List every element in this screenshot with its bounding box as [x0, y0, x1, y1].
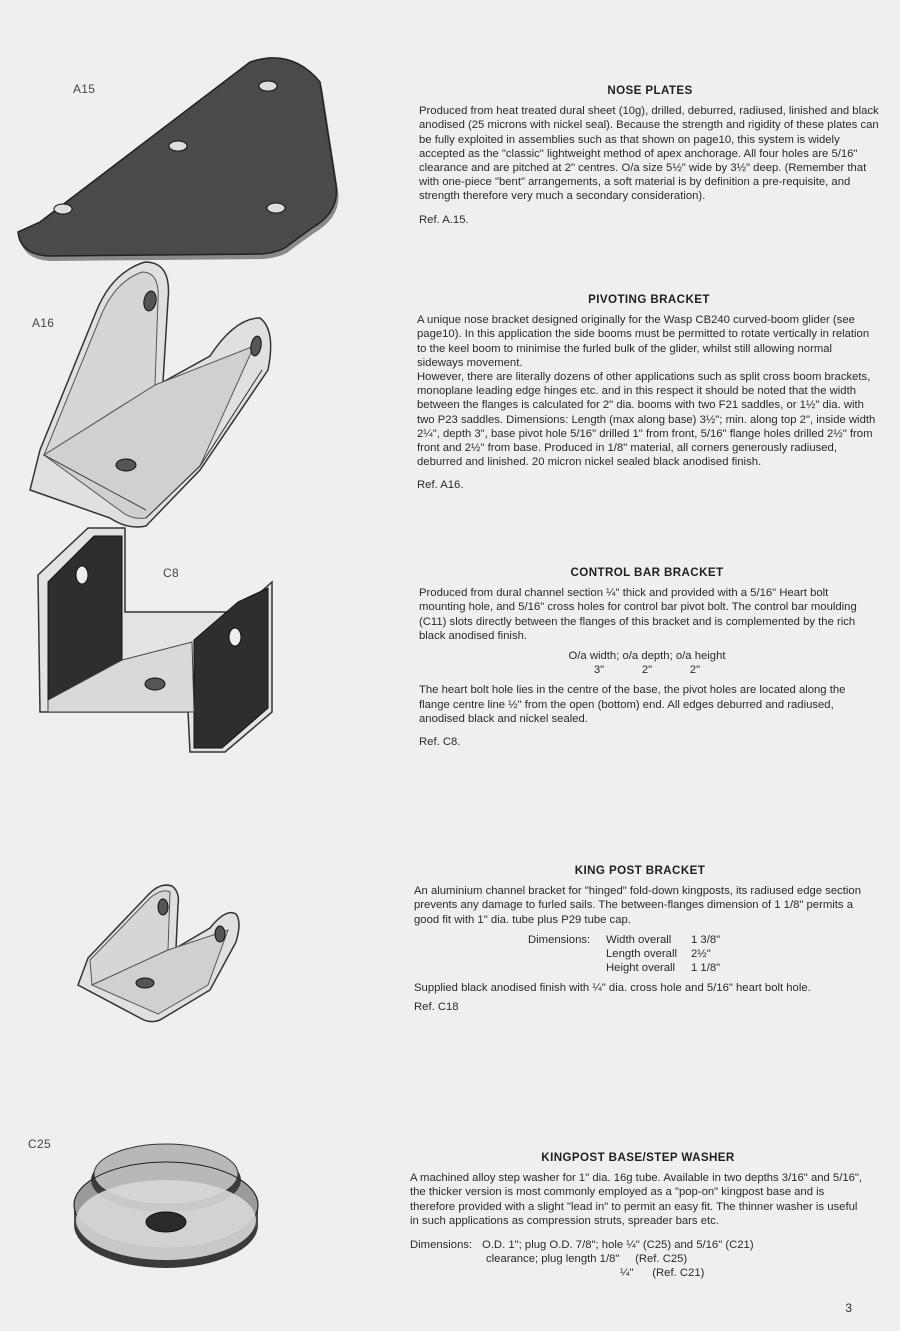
dimension-name: Length overall	[606, 948, 677, 961]
dimension-name: Width overall	[606, 933, 672, 946]
dimension-name: Height overall	[606, 962, 676, 975]
kingpost-base-section	[410, 1151, 866, 1281]
figure-label-c8: C8	[163, 566, 179, 580]
dimensions-block	[410, 1238, 866, 1281]
figure-label-c25: C25	[28, 1137, 51, 1151]
dimensions-values: 3" 2" 2"	[593, 664, 701, 677]
section-body: A unique nose bracket designed originally for the Wasp CB240 curved-boom glider (see page10). In this application the side booms must be permitted to rotate vertically in relation to the keel boom to minimise the furled bulk of the glider, whilst still allowing normal sideways movement. However, there are literally dozens of other applications such as split cross boom brackets, monoplane leading edge hinges etc. and in this respect it should be noted that the width between the flanges is calculated for 2" dia. booms with two F21 saddles, or 1½" dia. with two P23 saddles. Dimensions: Length (max along base) 3½"; min. along top 2", inside width 2¼", depth 3", base pivot hole 5/16" drilled 1" from front, 5/16" flange holes drilled 2½" from front and 2½" from base. Produced in 1/8" material, all corners generously radiused, deburred and linished. 20 micron nickel sealed black anodised finish.	[417, 314, 876, 469]
section-body-2: The heart bolt hole lies in the centre of the base, the pivot holes are located along the flange centre line ½" from the open (bottom) end. All edges deburred and radiused, anodised black and nickel sealed.	[419, 684, 846, 725]
section-title: PIVOTING BRACKET	[588, 293, 710, 306]
dimension-value: 2½"	[690, 948, 711, 961]
section-title: NOSE PLATES	[607, 84, 693, 97]
king-post-bracket-section	[414, 864, 866, 1014]
section-body: Produced from dural channel section ¼" thick and provided with a 5/16" Heart bolt mounting hole, and 5/16" cross holes for control bar pivot bolt. The control bar moulding (C11) slots directly between the flanges of this bracket and is complemented by the rich black anodised finish.	[419, 587, 857, 642]
control-bar-bracket-section	[419, 566, 875, 749]
section-ref: Ref. C18	[414, 1000, 459, 1013]
dimensions-label: Dimensions:	[410, 1239, 473, 1252]
step-washer-illustration	[74, 1144, 258, 1268]
dimensions-values	[677, 933, 720, 976]
king-post-bracket-illustration	[78, 885, 239, 1022]
dimension-value: 1 1/8"	[690, 962, 721, 975]
section-title: CONTROL BAR BRACKET	[570, 566, 724, 579]
section-title: KINGPOST BASE/STEP WASHER	[541, 1151, 735, 1164]
dimensions-line: O.D. 1"; plug O.D. 7/8"; hole ¼" (C25) and 5/16" (C21)	[482, 1239, 754, 1252]
nose-plates-section	[419, 84, 881, 227]
figure-label-a16: A16	[32, 316, 55, 330]
section-ref: Ref. C8.	[419, 736, 461, 749]
pivoting-bracket-illustration	[30, 262, 271, 527]
section-body: A machined alloy step washer for 1" dia. 16g tube. Available in two depths 3/16" and 5/16", the thicker version is most commonly employed as a "pop-on" kingpost base and is therefore provided with a slight "lead in" to permit an easy fit. The thinner washer is useful in such applications as compression struts, spreader bars etc.	[410, 1172, 863, 1227]
page-number: 3	[845, 1301, 852, 1315]
dimensions-line: clearance; plug length 1/8" (Ref. C25)	[486, 1253, 688, 1266]
dimensions-label: Dimensions:	[528, 933, 591, 946]
nose-plate-illustration	[18, 58, 339, 261]
pivoting-bracket-section	[417, 293, 881, 493]
dimensions-header: O/a width; o/a depth; o/a height	[568, 650, 726, 663]
section-ref: Ref. A16.	[417, 479, 464, 492]
dimensions-line: ¼" (Ref. C21)	[620, 1267, 705, 1280]
dimensions-block	[414, 933, 866, 976]
section-body-2: Supplied black anodised finish with ¼" dia. cross hole and 5/16" heart bolt hole.	[414, 982, 811, 995]
figure-label-a15: A15	[73, 82, 96, 96]
section-body: Produced from heat treated dural sheet (10g), drilled, deburred, radiused, linished and black anodised (25 microns with nickel seal). Because the strength and rigidity of these plates can be fully exploited in assemblies such as that shown on page10, this system is widely accepted as the "classic" lightweight method of apex anchorage. All four holes are 5/16" clearance and are pitched at 2" centres. O/a size 5½" wide by 3½" deep. (Remember that with one-piece "bent" arrangements, a soft material is by definition a pre-requisite, and strength therefore very much a secondary consideration).	[419, 105, 879, 203]
section-ref: Ref. A.15.	[419, 213, 469, 226]
dimensions-block	[419, 649, 875, 677]
dimensions-lines	[482, 1238, 754, 1281]
control-bar-bracket-illustration	[38, 528, 272, 752]
dimension-value: 1 3/8"	[690, 933, 721, 946]
dimensions-names	[606, 933, 677, 976]
section-title: KING POST BRACKET	[574, 864, 706, 877]
section-body: An aluminium channel bracket for "hinged" fold-down kingposts, its radiused edge section prevents any damage to furled sails. The between-flanges dimension of 1 1/8" permits a good fit with 1" dia. tube plus P29 tube cap.	[414, 885, 861, 926]
